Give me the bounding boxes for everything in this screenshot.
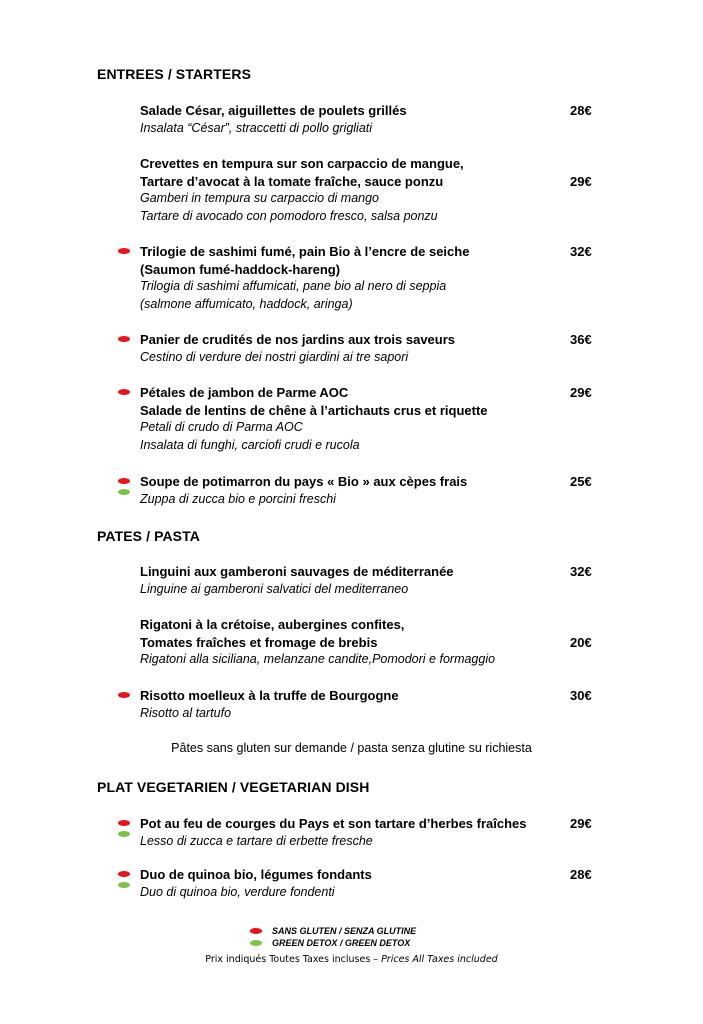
menu-item — [140, 473, 600, 508]
dish-name — [140, 155, 600, 173]
dish-name — [140, 243, 600, 261]
dish-name — [140, 173, 600, 191]
menu-item — [140, 155, 600, 225]
dish-price: 36€ — [570, 332, 592, 347]
footer-note — [0, 954, 703, 965]
dish-translation: (salmone affumicato, haddock, aringa) — [140, 296, 353, 311]
diet-tags — [118, 871, 130, 893]
dish-name-text: Salade César, aiguillettes de poulets grillés — [140, 103, 407, 118]
menu-item — [140, 243, 600, 313]
dish-name-text: Tomates fraîches et fromage de brebis — [140, 634, 378, 650]
dish-name-text: Trilogie de sashimi fumé, pain Bio à l’encre de seiche — [140, 244, 470, 259]
dish-translation: Gamberi in tempura su carpaccio di mango — [140, 191, 380, 205]
diet-tags — [118, 820, 130, 842]
dish-price: 25€ — [570, 474, 592, 489]
red-dot-icon — [118, 248, 130, 254]
dish-name — [140, 616, 600, 634]
dish-translation: Petali di crudo di Parma AOC — [140, 420, 303, 434]
dish-name-text: (Saumon fumé-haddock-hareng) — [140, 261, 341, 277]
dish-price: 20€ — [570, 634, 592, 650]
dish-price: 28€ — [570, 867, 592, 882]
menu-item — [140, 331, 600, 366]
red-dot-icon — [118, 692, 130, 698]
menu-item — [140, 384, 600, 454]
red-dot-icon — [118, 820, 130, 826]
dish-price: 29€ — [570, 385, 592, 400]
menu-item — [140, 102, 600, 137]
dish-price: 29€ — [570, 173, 592, 189]
footer-en: Prices All Taxes included — [381, 954, 498, 965]
dish-name-text: Pétales de jambon de Parme AOC — [140, 385, 349, 400]
dish-translation: Trilogia di sashimi affumicati, pane bio al nero di seppia — [140, 279, 447, 293]
legend-label: SANS GLUTEN / SENZA GLUTINE — [272, 926, 417, 936]
dish-translation: Zuppa di zucca bio e porcini freschi — [140, 491, 336, 506]
dish-name-text: Tartare d’avocat à la tomate fraîche, sauce ponzu — [140, 173, 444, 189]
section-title: PLAT VEGETARIEN / VEGETARIAN DISH — [97, 779, 370, 795]
diet-tags — [118, 692, 130, 703]
dish-name-text: Salade de lentins de chêne à l’artichauts crus et riquette — [140, 402, 488, 418]
section-title: ENTREES / STARTERS — [97, 66, 252, 82]
menu-item — [140, 616, 600, 669]
dish-name — [140, 384, 600, 402]
dish-price: 32€ — [570, 564, 592, 579]
dish-name — [140, 331, 600, 349]
dish-translation: Insalata di funghi, carciofi crudi e rucola — [140, 437, 360, 452]
green-dot-icon — [118, 831, 130, 837]
green-dot-icon — [118, 489, 130, 495]
dish-name — [140, 634, 600, 652]
dish-translation: Insalata “César”, straccetti di pollo grigliati — [140, 120, 373, 135]
dish-translation: Duo di quinoa bio, verdure fondenti — [140, 884, 335, 899]
section-title: PATES / PASTA — [97, 528, 200, 544]
dish-name — [140, 815, 600, 833]
menu-item — [140, 815, 600, 850]
red-dot-icon — [118, 389, 130, 395]
dish-price: 29€ — [570, 816, 592, 831]
dish-name — [140, 261, 600, 279]
dish-name — [140, 866, 600, 884]
menu-item — [140, 866, 600, 901]
gluten-free-pasta-note: Pâtes sans gluten sur demande / pasta senza glutine su richiesta — [171, 741, 532, 755]
dish-translation: Risotto al tartufo — [140, 705, 232, 720]
dish-translation: Rigatoni alla siciliana, melanzane candite,Pomodori e formaggio — [140, 652, 496, 666]
dish-name-text: Crevettes en tempura sur son carpaccio de mangue, — [140, 156, 464, 171]
red-dot-icon — [118, 336, 130, 342]
footer-fr: Prix indiqués Toutes Taxes incluses – — [205, 954, 382, 965]
dish-translation: Linguine ai gamberoni salvatici del mediterraneo — [140, 581, 409, 596]
dish-name — [140, 402, 600, 420]
dish-name — [140, 563, 600, 581]
dish-price: 28€ — [570, 103, 592, 118]
dish-price: 32€ — [570, 244, 592, 259]
dish-name-text: Risotto moelleux à la truffe de Bourgogne — [140, 688, 399, 703]
diet-tags — [118, 248, 130, 259]
dish-price: 30€ — [570, 688, 592, 703]
dish-translation: Cestino di verdure dei nostri giardini ai tre sapori — [140, 349, 409, 364]
diet-tags — [118, 478, 130, 500]
diet-tags — [118, 389, 130, 400]
red-dot-icon — [250, 928, 262, 934]
menu-item — [140, 563, 600, 598]
red-dot-icon — [118, 871, 130, 877]
dish-translation: Lesso di zucca e tartare di erbette fresche — [140, 833, 373, 848]
green-dot-icon — [118, 882, 130, 888]
legend-label: GREEN DETOX / GREEN DETOX — [272, 938, 411, 948]
menu-item — [140, 687, 600, 722]
dish-name-text: Duo de quinoa bio, légumes fondants — [140, 867, 372, 882]
dish-name — [140, 687, 600, 705]
dish-name — [140, 102, 600, 120]
diet-tags — [118, 336, 130, 347]
dish-name-text: Panier de crudités de nos jardins aux trois saveurs — [140, 332, 456, 347]
dish-name-text: Linguini aux gamberoni sauvages de méditerranée — [140, 564, 454, 579]
dish-name-text: Pot au feu de courges du Pays et son tartare d’herbes fraîches — [140, 816, 527, 831]
green-dot-icon — [250, 940, 262, 946]
dish-name-text: Soupe de potimarron du pays « Bio » aux cèpes frais — [140, 474, 468, 489]
red-dot-icon — [118, 478, 130, 484]
dish-name-text: Rigatoni à la crétoise, aubergines confites, — [140, 617, 405, 632]
dish-name — [140, 473, 600, 491]
dish-translation: Tartare di avocado con pomodoro fresco, salsa ponzu — [140, 208, 438, 223]
